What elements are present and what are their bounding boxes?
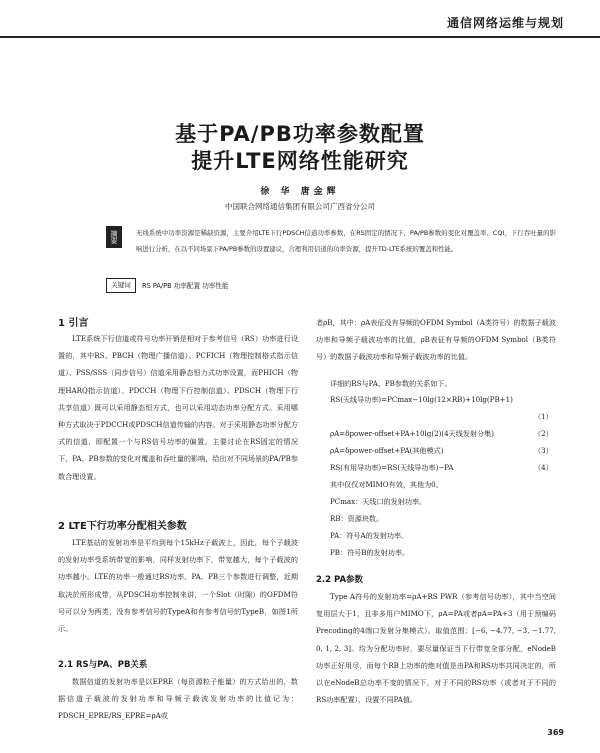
definition-pcmax: PCmax：天线口的发射功率。 [330, 497, 427, 506]
header-divider [0, 36, 600, 38]
section1-text: LTE系统下行信道或符号功率开销是相对于参考信号（RS）功率进行设置的，其中RS、PBCH（物理广播信道）、PCFICH（物理控制格式指示信道）、PSS/SSS（同步信号）信道采用静态恒力式功率设置，而PHICH（物理HARQ指示信道）、PDCCH（物理下行控制信道）、PDSCH（物理下行共享信道）既可以采用静态恒方式，也可以采用动态功率分配方式。采用哪种方式取决于PDCCH或PDSCH信道传输的内容。对于采用静态功率分配方式的信道，即配置一个与RS信号功率的偏置。主要讨论在RS固定的情况下，PA、PB参数的变化对覆盖和吞吐量的影响，给出对不同场景的PA/PB参数合理设置。 [58, 334, 298, 481]
definition-pb: PB：符号B的发射功率。 [330, 548, 410, 557]
keywords-label: 关键词 [106, 278, 136, 293]
authors: 徐 华 唐金辉 [260, 187, 340, 197]
equation-note: 其中仅仅对MIMO有效，其他为0。 [330, 480, 443, 489]
definition-rb: RB：资源块数。 [330, 514, 384, 523]
equation-1-number: （1） [534, 412, 553, 421]
page-number: 369 [547, 728, 564, 737]
abstract-text: 无线系统中功率资源是稀缺资源，主要介绍LTE下行PDSCH信道功率参数，在RS固定的情况下，PA/PB参数的变化对覆盖率、CQI、下行吞吐量的影响进行分析，在以不同场景下PA/PB参数的设置建议，合理利用信道的功率资源，提升TD-LTE系统的覆盖和性能。 [136, 229, 556, 253]
section2-1-heading: 2.1 RS与PA、PB关系 [58, 660, 148, 670]
section2-text: LTE基站的发射功率是平均到每个15kHz子载波上，因此，每个子载波的发射功率受系统带宽的影响，同样发射功率下，带宽越大，每个子载波的功率越小。LTE的功率一般通过RS功率、PA、PB三个参数进行调整，近期取决於所形成带，从PDSCH功率控制来讲，一个Slot（时隙）的OFDM符号可以分为两类，没有参考信号的TypeA和有参考信号的TypeB，如图1所示。 [58, 538, 298, 634]
equation-4-number: （4） [534, 463, 553, 472]
abstract-label: 摘要 [106, 226, 122, 248]
equation-4: RS(有用导功率)=RS(天线导功率)−PA [330, 463, 454, 472]
keywords-text: RS PA/PB 功率配置 功率性能 [142, 282, 229, 290]
right-text1: 者ρB，其中：ρA表征没有导频的OFDM Symbol（A类符号）的数据子载波功率和导频子载波功率的比值，ρB表征有导频的OFDM Symbol（B类符号）的数据子载波功率和导频子载波功率的比值。 [316, 318, 556, 362]
section1-heading: 1 引言 [58, 318, 89, 329]
section2-2-heading: 2.2 PA参数 [316, 575, 364, 585]
journal-header [0, 0, 600, 40]
paper-title-line1: 基于PA/PB功率参数配置 [175, 122, 425, 146]
paper-title-line2: 提升LTE网络性能研究 [191, 149, 409, 173]
equation-3-number: （3） [534, 446, 553, 455]
definition-pa: PA：符号A的发射功率。 [330, 531, 409, 540]
journal-title: 通信网络运维与规划 [446, 16, 564, 30]
section2-heading: 2 LTE下行功率分配相关参数 [58, 521, 187, 532]
section2-2-text: Type A符号的发射功率=ρA+RS PWR（参考信号功率），其中当空间复用层大于1，且非多用户MIMO下，ρA=PA或者ρA=PA+3（用于预编码Precoding的4端口发射分集模式）。取值范围：[−6, −4.77, −3, −1.77, 0, 1, 2, 3]。均为分配功率时，要尽量保证当下行带宽全部分配，eNodeB功率正好用尽，而每个RB上功率的绝对值是由PA和RS功率共同决定的，所以在eNodeB总功率不变的情况下，对于不同的RS功率（或者对于不同的RS功率配置），设置不同PA值。 [316, 592, 556, 705]
section2-1-text: 数据信道的发射功率是以EPRE（每资源粒子能量）的方式给出的，数据信道子载波的发射功率和导频子载波发射功率的比值记为：PDSCH_EPRE/RS_EPRE=ρA或 [58, 677, 298, 721]
equation-2: ρA=δpower-offset+PA+10lg(2)(4天线发射分集) [330, 429, 495, 438]
right-text2: 详细的RS与PA、PB参数的关系如下。 [330, 379, 452, 388]
affiliation: 中国联合网络通信集团有限公司广西省分公司 [225, 202, 375, 211]
equation-3: ρA=δpower-offset+PA(其他模式) [330, 446, 444, 455]
equation-2-number: （2） [534, 429, 553, 438]
equation-1: RS(天线导功率)=PCmax−10lg(12×RB)+10lg(PB+1) [330, 395, 513, 404]
